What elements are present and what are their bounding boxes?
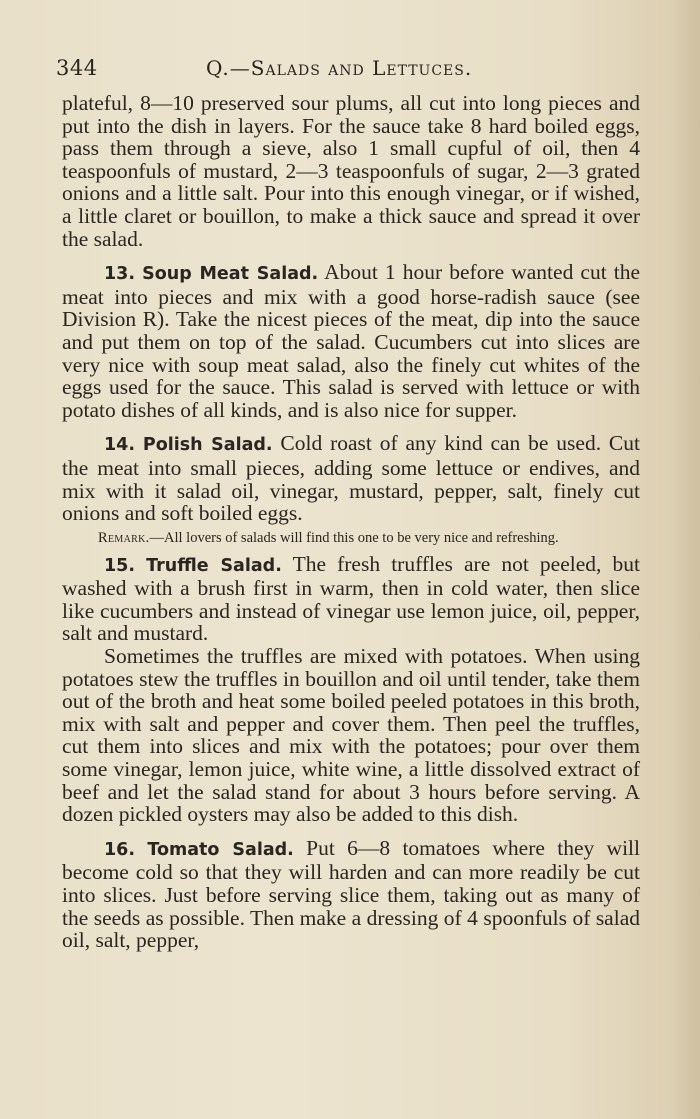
recipe-16 — [62, 837, 640, 952]
recipe-13 — [62, 261, 640, 421]
remark-label: Remark. — [98, 529, 150, 546]
recipe-number: 14. — [104, 435, 136, 456]
recipe-text: Cold roast of any kind can be used. Cut the meat into small pieces, adding some lettuce or endives, and mix with it salad oil, vinegar, mustard, pepper, salt, finely cut onions and soft boiled eggs. — [62, 431, 640, 526]
page-header — [56, 52, 640, 84]
page-number: 344 — [56, 56, 98, 80]
recipe-text: Put 6—8 tomatoes where they will become cold so that they will harden and can more readily be cut into slices. Just before serving slice them, taking out as many of the seeds as possible. Then make a dressing of 4 spoonfuls of salad oil, salt, pepper, — [62, 835, 640, 953]
remark-note — [98, 529, 640, 547]
recipe-title: Tomato Salad. — [147, 839, 294, 860]
recipe-number: 13. — [104, 264, 136, 285]
recipe-number: 15. — [104, 555, 136, 576]
remark-text: —All lovers of salads will find this one to be very nice and refreshing. — [149, 529, 559, 546]
recipe-title: Soup Meat Salad. — [142, 264, 319, 285]
running-head: Q.—Salads and Lettuces. — [206, 56, 473, 80]
recipe-text: About 1 hour before wanted cut the meat into pieces and mix with a good horse-radish sauce (see Division R). Take the nicest pieces of the meat, dip into the sauce and put them on top of the salad. Cucumbers cut into slices are very nice with soup meat salad, also the finely cut whites of the eggs used for the sauce. This salad is served with lettuce or with potato dishes of all kinds, and is also nice for supper. — [62, 260, 641, 422]
recipe-14 — [62, 432, 640, 524]
recipe-15-continued: Sometimes the truffles are mixed with potatoes. When using potatoes stew the truffles in bouillon and oil until tender, take them out of the broth and heat some boiled peeled potatoes in this broth, mix with salt and pepper and cover them. Then peel the truffles, cut them into slices and mix with the potatoes; pour over them some vinegar, lemon juice, white wine, a little dissolved extract of beef and let the salad stand for about 3 hours before serving. A dozen pickled oysters may also be added to this dish. — [62, 644, 640, 827]
page-body — [62, 92, 640, 952]
recipe-title: Truffle Salad. — [146, 555, 282, 576]
paragraph-continuation: plateful, 8—10 preserved sour plums, all cut into long pieces and put into the dish in layers. For the sauce take 8 hard boiled eggs, pass them through a sieve, also 1 small cupful of oil, then 4 teaspoonfuls of mustard, 2—3 teaspoonfuls of sugar, 2—3 grated onions and a little salt. Pour into this enough vinegar, or if wished, a little claret or bouillon, to make a thick sauce and spread it over the salad. — [62, 91, 640, 251]
recipe-title: Polish Salad. — [142, 435, 273, 456]
recipe-number: 16. — [104, 839, 136, 860]
recipe-text: The fresh truffles are not peeled, but washed with a brush first in warm, then in cold water, then slice like cucumbers and instead of vinegar use lemon juice, oil, pepper, salt and mustard. — [62, 551, 640, 646]
recipe-15 — [62, 553, 640, 645]
